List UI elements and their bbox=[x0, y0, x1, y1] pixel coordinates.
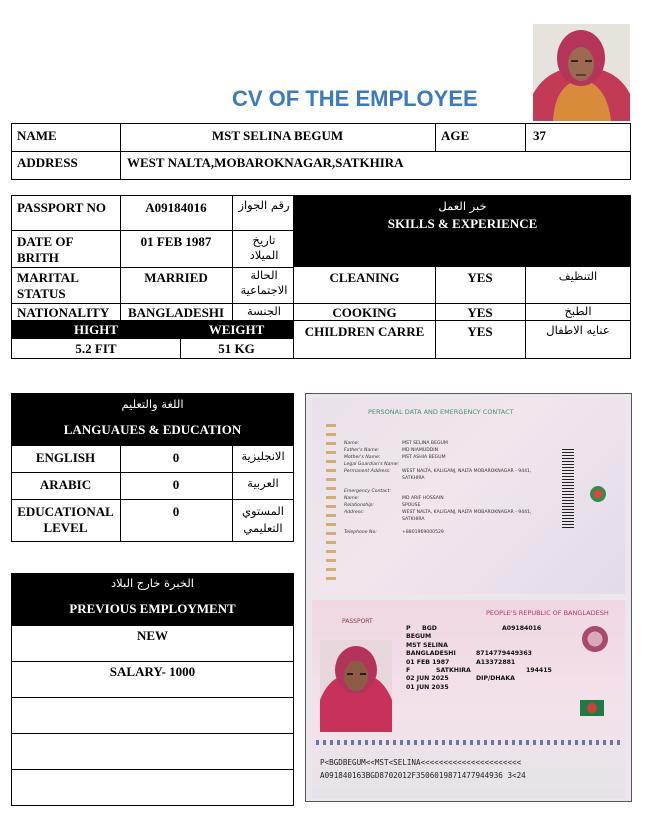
passport-top-header: PERSONAL DATA AND EMERGENCY CONTACT bbox=[368, 408, 514, 416]
pp-number: A09184016 bbox=[502, 625, 542, 632]
pp-sex: F bbox=[406, 667, 411, 675]
skill-childcare-ar: عنايه الاطفال bbox=[546, 323, 610, 337]
passport-value: A09184016 bbox=[145, 200, 207, 215]
nationality-label-ar: الجنسة bbox=[246, 304, 282, 318]
weight-value: 51 KG bbox=[218, 341, 255, 356]
lang-education-ar: المستوي التعليمي bbox=[241, 504, 285, 535]
employee-photo bbox=[533, 24, 630, 121]
pp-field-label: Permanent Address: bbox=[344, 469, 391, 474]
skill-cleaning-ar: التنظيف bbox=[558, 269, 598, 283]
pp-badge: 194415 bbox=[526, 667, 552, 675]
languages-header-title: LANGUAUES & EDUCATION bbox=[63, 422, 242, 437]
pp-field-value: WEST NALTA, KALIGANJ, NALTA MOBAROKNAGAR - 9441, SATKHIRA bbox=[402, 510, 532, 522]
pp-given: MST SELINA bbox=[406, 641, 448, 649]
pp-pid: 8714779449363 bbox=[476, 650, 532, 658]
lang-english-label: ENGLISH bbox=[35, 450, 96, 465]
pp-field-label: Mother's Name: bbox=[344, 455, 381, 460]
age-value: 37 bbox=[533, 128, 546, 143]
pp-security-strip bbox=[316, 740, 622, 745]
nationality-value: BANGLADESHI bbox=[127, 305, 225, 320]
pp-field-value: WEST NALTA, KALIGANJ, NALTA MOBAROKNAGAR - 9441, SATKHIRA bbox=[402, 469, 532, 481]
nationality-label: NATIONALITY bbox=[17, 305, 110, 320]
pp-authority: DIP/DHAKA bbox=[476, 675, 515, 683]
pp-flag-icon bbox=[580, 700, 604, 716]
employment-table bbox=[11, 626, 294, 806]
name-label: NAME bbox=[17, 128, 57, 143]
pp-barcode bbox=[562, 449, 574, 529]
pp-surname: BEGUM bbox=[406, 633, 432, 641]
lang-education-value: 0 bbox=[172, 504, 180, 519]
pp-republic: PEOPLE'S REPUBLIC OF BANGLADESH bbox=[486, 609, 609, 617]
pp-field-value: +8801969000529 bbox=[402, 530, 444, 535]
lang-education-label: EDUCATIONAL LEVEL bbox=[17, 504, 114, 535]
skill-childcare-value: YES bbox=[467, 324, 493, 339]
dob-label: DATE OF BRITH bbox=[17, 234, 73, 265]
pp-expiry: 01 JUN 2035 bbox=[406, 683, 449, 691]
pp-emergency-label: Emergency Contact: bbox=[344, 489, 391, 494]
pp-field-label: Father's Name: bbox=[344, 448, 380, 453]
pp-passport-word: PASSPORT bbox=[342, 618, 373, 625]
employment-row: NEW bbox=[136, 628, 169, 643]
pp-field-label: Telephone No: bbox=[344, 530, 377, 535]
pp-holder-photo bbox=[320, 640, 392, 732]
passport-label: PASSPORT NO bbox=[17, 200, 106, 215]
pp-mrz-line-2: A091840163BGD8702012F3506019871477944936 3<24 bbox=[320, 771, 526, 780]
height-value: 5.2 FIT bbox=[75, 341, 117, 356]
pp-birthplace: SATKHIRA bbox=[436, 667, 471, 675]
lang-arabic-ar: العربية bbox=[247, 476, 279, 490]
address-label: ADDRESS bbox=[17, 155, 78, 170]
pp-code: BGD bbox=[422, 625, 437, 632]
height-label: HIGHT bbox=[73, 322, 119, 337]
pp-field-label: Name: bbox=[344, 441, 360, 446]
lang-english-ar: الانجليزية bbox=[241, 449, 285, 463]
page-title: CV OF THE EMPLOYEE bbox=[232, 86, 478, 111]
weight-label: WEIGHT bbox=[208, 322, 265, 337]
pp-issue: 02 JUN 2025 bbox=[406, 675, 449, 683]
pp-type: P bbox=[406, 625, 411, 632]
pp-field-label: Address: bbox=[344, 510, 365, 515]
name-value: MST SELINA BEGUM bbox=[211, 128, 344, 143]
passport-label-ar: رقم الجواز bbox=[238, 198, 290, 212]
skill-cooking-ar: الطبخ bbox=[564, 304, 592, 318]
skill-cleaning-value: YES bbox=[467, 270, 493, 285]
skill-cooking-value: YES bbox=[467, 305, 493, 320]
pp-prev: A13372881 bbox=[476, 658, 516, 666]
dob-value: 01 FEB 1987 bbox=[140, 234, 212, 249]
employment-header-ar: الخبرة خارج البلاد bbox=[110, 576, 194, 590]
skill-cooking-label: COOKING bbox=[332, 305, 397, 320]
pp-field-value: MST SELINA BEGUM bbox=[402, 441, 448, 446]
pp-field-value: MD NIAMUDDIN bbox=[402, 448, 439, 453]
pp-nationality: BANGLADESHI bbox=[406, 650, 456, 658]
skills-header-ar: خبر العمل bbox=[438, 199, 487, 213]
dob-label-ar: تاريخ الميلاد bbox=[249, 233, 279, 262]
pp-left-perforation bbox=[326, 424, 336, 584]
employment-row: SALARY- 1000 bbox=[109, 664, 196, 679]
pp-field-label: Name: bbox=[344, 496, 360, 501]
pp-field-value: SPOUSE bbox=[402, 503, 421, 508]
skill-cleaning-label: CLEANING bbox=[329, 270, 400, 285]
pp-dob: 01 FEB 1987 bbox=[406, 658, 450, 666]
languages-header-ar: اللغة والتعليم bbox=[121, 397, 184, 411]
pp-emblem-icon bbox=[590, 486, 606, 502]
address-value: WEST NALTA,MOBAROKNAGAR,SATKHIRA bbox=[127, 155, 404, 170]
skill-childcare-label: CHILDREN CARRE bbox=[304, 324, 425, 339]
marital-label-ar: الحالة الاجتماعية bbox=[240, 268, 288, 297]
skills-header-title: SKILLS & EXPERIENCE bbox=[387, 216, 538, 231]
passport-scan bbox=[305, 393, 632, 802]
lang-arabic-value: 0 bbox=[172, 477, 180, 492]
age-label: AGE bbox=[441, 128, 470, 143]
pp-field-value: MD ARIF HOSSAIN bbox=[402, 496, 444, 501]
pp-mrz-line-1: P<BGDBEGUM<<MST<SELINA<<<<<<<<<<<<<<<<<<<<<< bbox=[320, 758, 522, 767]
lang-arabic-label: ARABIC bbox=[39, 477, 92, 492]
pp-field-label: Legal Guardian's Name: bbox=[344, 462, 400, 467]
lang-english-value: 0 bbox=[172, 450, 180, 465]
marital-label: MARITAL STATUS bbox=[17, 270, 79, 301]
pp-field-label: Relationship: bbox=[344, 503, 374, 508]
marital-value: MARRIED bbox=[144, 270, 208, 285]
employment-header-title: PREVIOUS EMPLOYMENT bbox=[69, 601, 236, 616]
pp-field-value: MST ASHIA BEGUM bbox=[402, 455, 446, 460]
pp-seal-icon bbox=[582, 626, 608, 652]
